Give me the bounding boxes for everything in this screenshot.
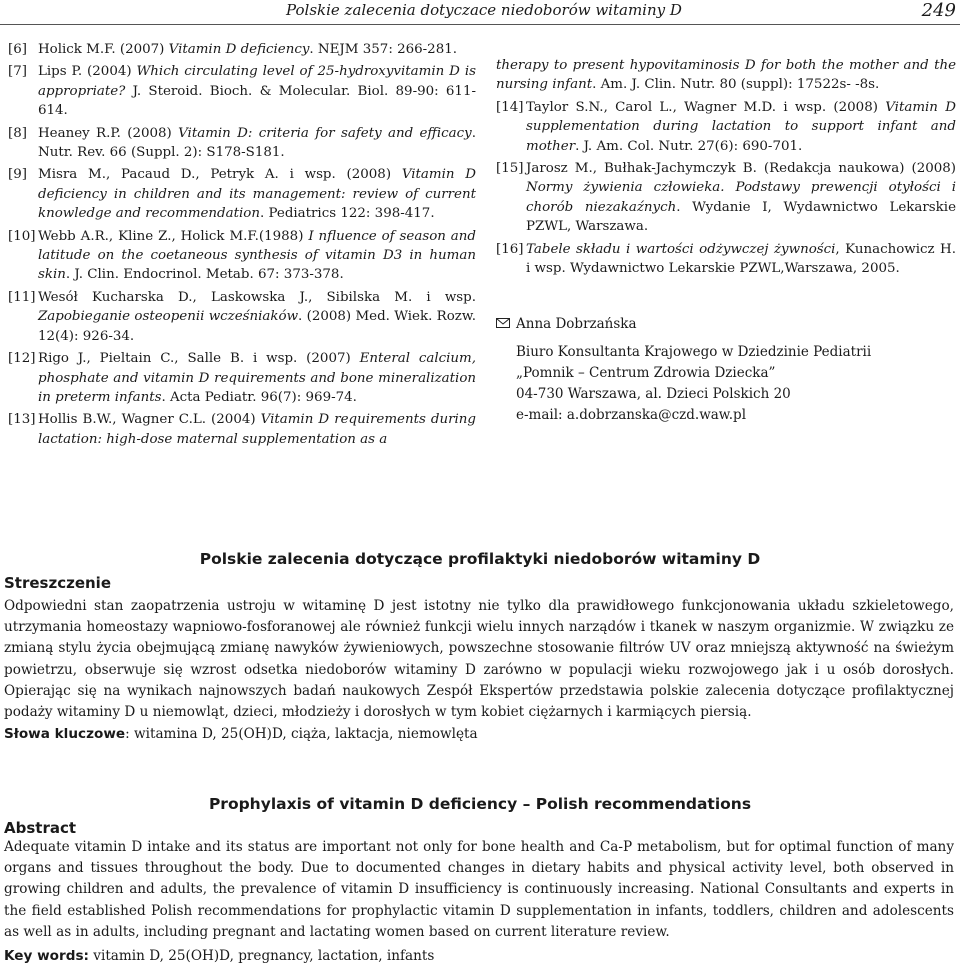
reference-entry [496, 240, 956, 279]
reference-title: Vitamin D requirements during lactation: high-dose maternal supplementation as a [38, 412, 476, 447]
english-abstract: Adequate vitamin D intake and its status are important not only for bone health and Ca-P metabolism, but for optimal function of many organs and tissues throughout the body. Due to documented changes in dietary habits and physical activity level, both observed in growing children and adults, the prevalence of vitamin D insufficiency is continuously increasing. National Consultants and experts in the field established Polish recommendations for prophylactic vitamin D supplementation in infants, toddlers, children and adolescents as well as in adults, including pregnant and lactating women based on current literature review. [4, 839, 954, 940]
reference-text [38, 227, 476, 285]
reference-text [38, 62, 476, 120]
english-keywords [4, 946, 954, 966]
reference-title: I nfluence of season and latitude on the coetaneous synthesis of vitamin D3 in human skin [38, 228, 476, 283]
reference-title: therapy to present hypovitaminosis D for both the mother and the nursing infant [496, 58, 956, 93]
institution-name: „Pomnik – Centrum Zdrowia Dziecka” [516, 365, 776, 381]
correspondence-address [496, 314, 956, 426]
reference-citation: , Kunachowicz H. i wsp. Wydawnictwo Lekarskie PZWL,Warszawa, 2005. [526, 241, 956, 277]
running-title: Polskie zalecenia dotyczace niedoborów witaminy D [286, 1, 682, 19]
reference-number: [14] [496, 99, 524, 115]
reference-citation: . NEJM 357: 266-281. [309, 42, 457, 57]
reference-number: [16] [496, 241, 524, 257]
reference-number: [9] [8, 167, 27, 183]
author-name: Anna Dobrzańska [516, 316, 637, 332]
reference-number: [8] [8, 125, 27, 141]
reference-entry [496, 159, 956, 237]
references-left-column [8, 40, 476, 452]
english-keywords-value: vitamin D, 25(OH)D, pregnancy, lactation, infants [88, 948, 435, 964]
reference-citation: . J. Am. Col. Nutr. 27(6): 690-701. [575, 138, 803, 154]
reference-citation: Misra M., Pacaud D., Petryk A. i wsp. (2008) [38, 167, 402, 183]
reference-entry [8, 227, 476, 285]
reference-title: Tabele składu i wartości odżywczej żywności [526, 241, 836, 257]
references-right-column [496, 56, 956, 281]
polish-summary: Odpowiedni stan zaopatrzenia ustroju w witaminę D jest istotny nie tylko dla prawidłowego funkcjonowania układu szkieletowego, utrzymania homeostazy wapniowo-fosforanowej ale również funkcji wielu innych narządów i tkanek w naszym organizmie. W związku ze zmianą stylu życia obejmującą zmianę nawyków żywieniowych, powszechne stosowanie filtrów UV oraz mniejszą aktywność na świeżym powietrzu, obserwuje się wzrost odsetka niedoborów witaminy D zarówno w populacji wieku rozwojowego jak i u osób dorosłych. Opierając się na wynikach najnowszych badań naukowych Zespół Ekspertów przedstawia polskie zalecenia dotyczące profilaktycznej podaży witaminy D u niemowląt, dzieci, młodzieży i dorosłych w tym kobiet ciężarnych i karmiących piersią. [4, 598, 954, 721]
reference-citation: J. Steroid. Bioch. & Molecular. Biol. 89-90: 611-614. [38, 83, 476, 119]
reference-number: [12] [8, 351, 36, 367]
reference-text [38, 410, 476, 449]
reference-number: [6] [8, 42, 27, 57]
english-keywords-label: Key words: [4, 948, 89, 964]
reference-text [526, 159, 956, 237]
reference-entry [8, 40, 476, 59]
reference-entry [8, 349, 476, 407]
reference-title: Vitamin D deficiency [168, 42, 310, 57]
reference-number: [10] [8, 228, 36, 244]
reference-entry [8, 410, 476, 449]
reference-text [496, 56, 956, 95]
reference-entry [496, 98, 956, 156]
institution: Biuro Konsultanta Krajowego w Dziedzinie Pediatrii [516, 344, 872, 360]
reference-citation: . Nutr. Rev. 66 (Suppl. 2): S178-S181. [38, 125, 476, 161]
streszczenie-heading: Streszczenie [4, 574, 111, 592]
page-number: 249 [921, 0, 956, 21]
postal-address: 04-730 Warszawa, al. Dzieci Polskich 20 [516, 386, 791, 402]
reference-entry [8, 124, 476, 163]
reference-title: Vitamin D supplementation during lactation to support infant and mother [526, 99, 956, 154]
reference-citation: . (2008) Med. Wiek. Rozw. 12(4): 926-34. [38, 309, 476, 344]
reference-citation: Rigo J., Pieltain C., Salle B. i wsp. (2007) [38, 351, 360, 367]
reference-text [38, 124, 476, 163]
reference-number: [15] [496, 161, 524, 177]
reference-citation: Lips P. (2004) [38, 64, 137, 80]
reference-title: Enteral calcium, phosphate and vitamin D requirements and bone mineralization in preterm infants [38, 351, 476, 405]
reference-text [38, 349, 476, 407]
reference-citation: . J. Clin. Endocrinol. Metab. 67: 373-378. [65, 267, 344, 283]
reference-citation: . Acta Pediatr. 96(7): 969-74. [161, 389, 357, 405]
reference-citation: Webb A.R., Kline Z., Holick M.F.(1988) [38, 228, 309, 244]
reference-citation: Hollis B.W., Wagner C.L. (2004) [38, 412, 261, 428]
polish-keywords [4, 724, 954, 744]
polish-keywords-label: Słowa kluczowe [4, 726, 126, 742]
reference-citation: . Am. J. Clin. Nutr. 80 (suppl): 17522s- -8s. [592, 77, 880, 93]
polish-title: Polskie zalecenia dotyczące profilaktyki niedoborów witaminy D [199, 550, 761, 568]
reference-title: Which circulating level of 25-hydroxyvitamin D is appropriate? [38, 64, 477, 99]
polish-keywords-value: : witamina D, 25(OH)D, ciąża, laktacja, niemowlęta [125, 726, 478, 742]
reference-citation: . Pediatrics 122: 398-417. [259, 206, 435, 222]
reference-citation: Holick M.F. (2007) [38, 42, 169, 57]
reference-citation: Heaney R.P. (2008) [38, 125, 179, 141]
reference-citation: Wesół Kucharska D., Laskowska J., Sibilska M. i wsp. [38, 289, 476, 305]
reference-citation: . Wydanie I, Wydawnictwo Lekarskie PZWL, Warszawa. [526, 199, 957, 235]
reference-title: Vitamin D deficiency in children and its management: review of current knowledge and recommendation [38, 167, 476, 222]
reference-text [38, 40, 476, 59]
reference-title: Normy żywienia człowieka. Podstawy prewencji otyłości i chorób niezakaźnych [526, 180, 956, 215]
reference-number: [11] [8, 289, 36, 305]
reference-text [38, 165, 476, 223]
reference-entry [8, 165, 476, 223]
reference-number: [13] [8, 412, 36, 428]
reference-citation: Taylor S.N., Carol L., Wagner M.D. i wsp. (2008) [526, 99, 886, 115]
reference-text [526, 240, 956, 279]
abstract-heading: Abstract [4, 819, 77, 837]
envelope-icon [496, 318, 510, 328]
reference-entry [8, 62, 476, 120]
reference-entry [8, 288, 476, 346]
reference-number: [7] [8, 64, 27, 80]
reference-citation: Jarosz M., Bułhak-Jachymczyk B. (Redakcja naukowa) (2008) [526, 161, 956, 177]
reference-text [38, 288, 476, 346]
email-link[interactable]: e-mail: a.dobrzanska@czd.waw.pl [516, 407, 747, 423]
running-header [0, 0, 960, 25]
reference-title: Vitamin D: criteria for safety and efficacy [178, 125, 472, 141]
reference-entry [496, 56, 956, 95]
reference-title: Zapobieganie osteopenii wcześniaków [38, 309, 299, 325]
reference-text [526, 98, 956, 156]
english-title: Prophylaxis of vitamin D deficiency – Polish recommendations [208, 795, 752, 813]
